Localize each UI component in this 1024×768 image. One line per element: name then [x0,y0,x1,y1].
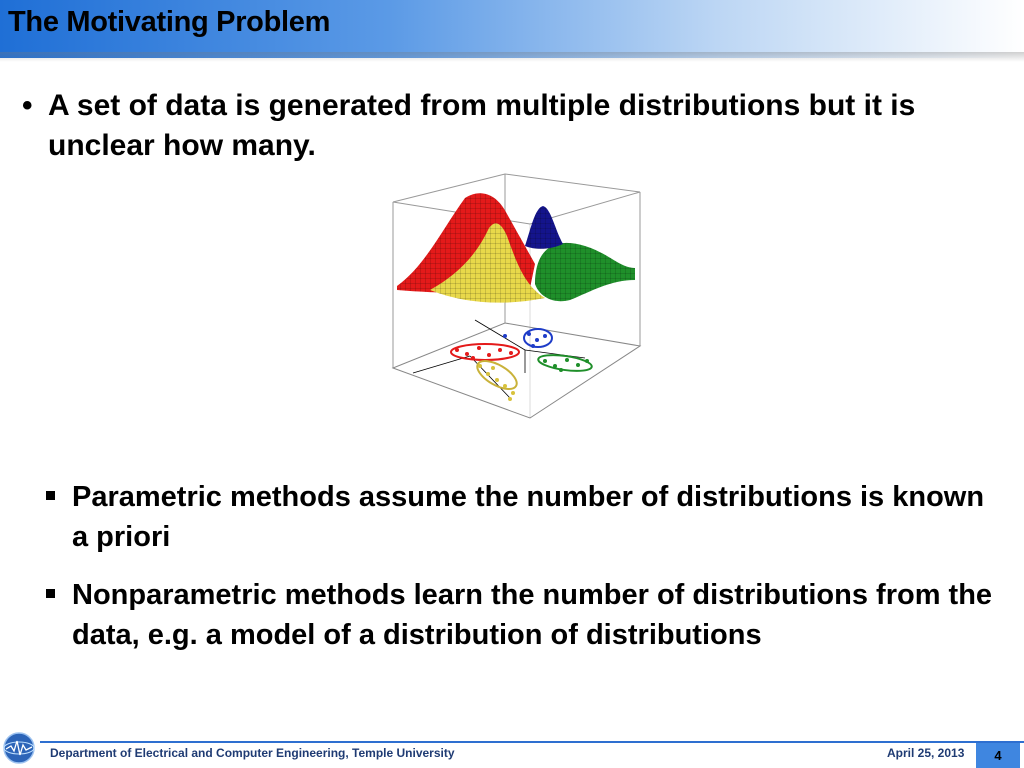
slide-title: The Motivating Problem [8,6,331,38]
title-bar-shadow [0,52,1024,62]
footer-divider [40,741,1024,743]
bullet-3-text: Nonparametric methods learn the number of distributions from the data, e.g. a model of a distribution of distributions [72,579,993,651]
bullet-2-text: Parametric methods assume the number of distributions is known a priori [72,481,985,553]
globe-logo-icon [2,731,36,765]
bullet-2 [46,477,996,557]
bullet-1-text: A set of data is generated from multiple distributions but it is unclear how many. [48,89,916,162]
density-surface [397,193,635,302]
bullet-marker: • [22,89,33,122]
page-number: 4 [976,743,1020,768]
projected-clusters [451,329,593,401]
mixture-distribution-figure [385,168,647,420]
blue-ellipse [524,329,552,347]
bullet-square-marker [46,589,55,598]
yellow-ellipse [473,355,521,394]
green-ellipse [537,352,592,373]
bullet-square-marker [46,491,55,500]
red-ellipse [451,344,519,360]
footer-department: Department of Electrical and Computer Engineering, Temple University [50,746,455,760]
footer-date: April 25, 2013 [887,746,965,760]
bullet-3 [46,575,996,695]
